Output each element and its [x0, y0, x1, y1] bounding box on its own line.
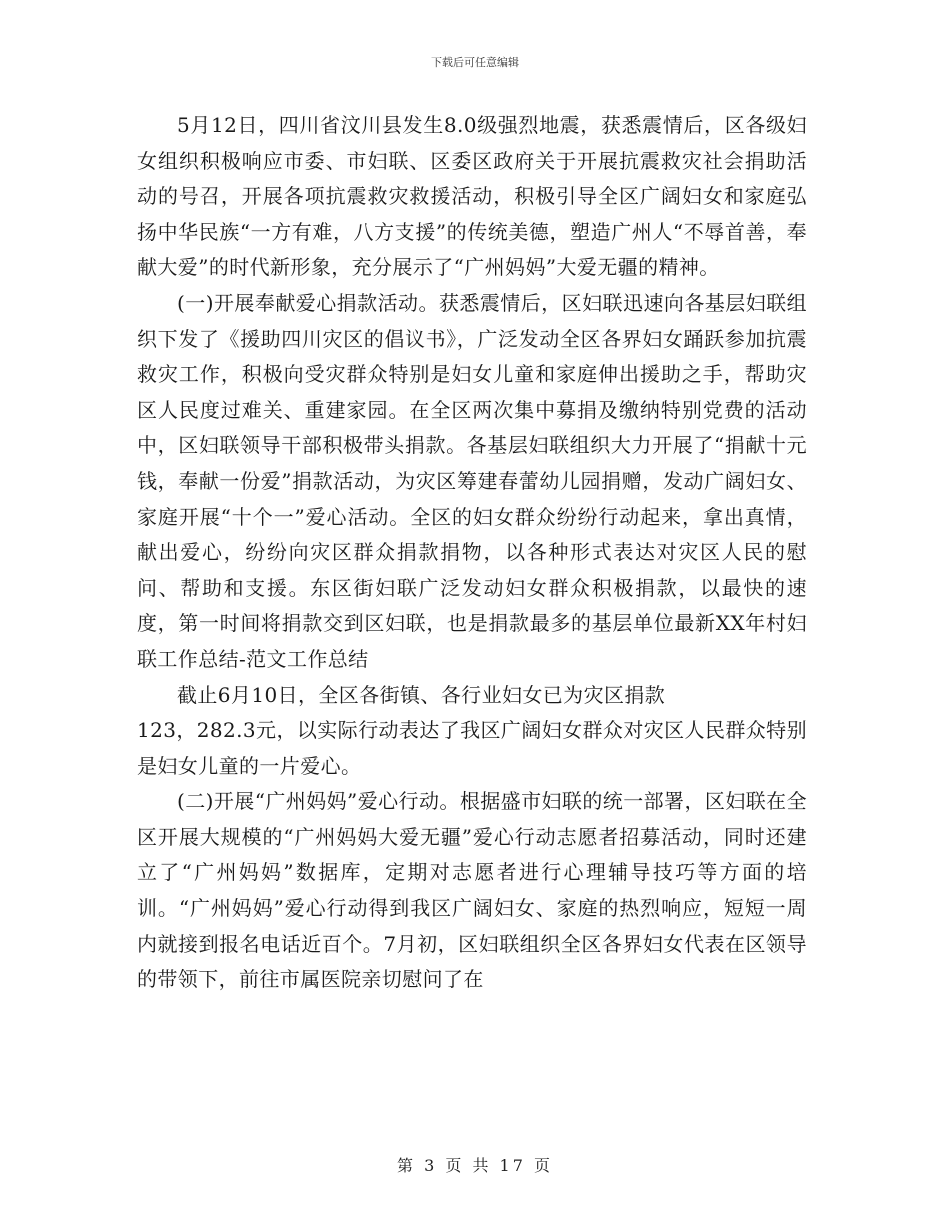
- paragraph-intro: 5月12日，四川省汶川县发生8.0级强烈地震，获悉震情后，区各级妇女组织积极响应市委、市妇联、区委区政府关于开展抗震救灾社会捐助活动的号召，开展各项抗震救灾救援活动，积极引导全区广阔妇女和家庭弘扬中华民族“一方有难，八方支援”的传统美德，塑造广州人“不辱首善，奉献大爱”的时代新形象，充分展示了“广州妈妈”大爱无疆的精神。: [137, 113, 807, 280]
- page-number: 第 3 页 共 17 页: [397, 1156, 553, 1175]
- page-header-note: 下载后可任意编辑: [431, 56, 519, 69]
- paragraph-donation-amount: 123，282.3元，以实际行动表达了我区广阔妇女群众对灾区人民群众特别是妇女儿童的一片爱心。: [137, 718, 807, 778]
- paragraph-donation-deadline: 截止6月10日，全区各街镇、各行业妇女已为灾区捐款: [177, 682, 666, 707]
- document-body: [137, 108, 807, 998]
- paragraph-donation-activity: (一)开展奉献爱心捐款活动。获悉震情后，区妇联迅速向各基层妇联组织下发了《援助四川灾区的倡议书》，广泛发动全区各界妇女踊跃参加抗震救灾工作，积极向受灾群众特别是妇女儿童和家庭伸出援助之手，帮助灾区人民度过难关、重建家园。在全区两次集中募捐及缴纳特别党费的活动中，区妇联领导干部积极带头捐款。各基层妇联组织大力开展了“捐献十元钱，奉献一份爱”捐款活动，为灾区筹建春蕾幼儿园捐赠，发动广阔妇女、家庭开展“十个一”爱心活动。全区的妇女群众纷纷行动起来，拿出真情，献出爱心，纷纷向灾区群众捐款捐物，以各种形式表达对灾区人民的慰问、帮助和支援。东区街妇联广泛发动妇女群众积极捐款，以最快的速度，第一时间将捐款交到区妇联，也是捐款最多的基层单位最新XX年村妇联工作总结-范文工作总结: [137, 290, 807, 671]
- paragraph-guangzhou-mothers: (二)开展“广州妈妈”爱心行动。根据盛市妇联的统一部署，区妇联在全区开展大规模的“广州妈妈大爱无疆”爱心行动志愿者招募活动，同时还建立了“广州妈妈”数据库，定期对志愿者进行心理辅导技巧等方面的培训。“广州妈妈”爱心行动得到我区广阔妇女、家庭的热烈响应，短短一周内就接到报名电话近百个。7月初，区妇联组织全区各界妇女代表在区领导的带领下，前往市属医院亲切慰问了在: [137, 789, 807, 992]
